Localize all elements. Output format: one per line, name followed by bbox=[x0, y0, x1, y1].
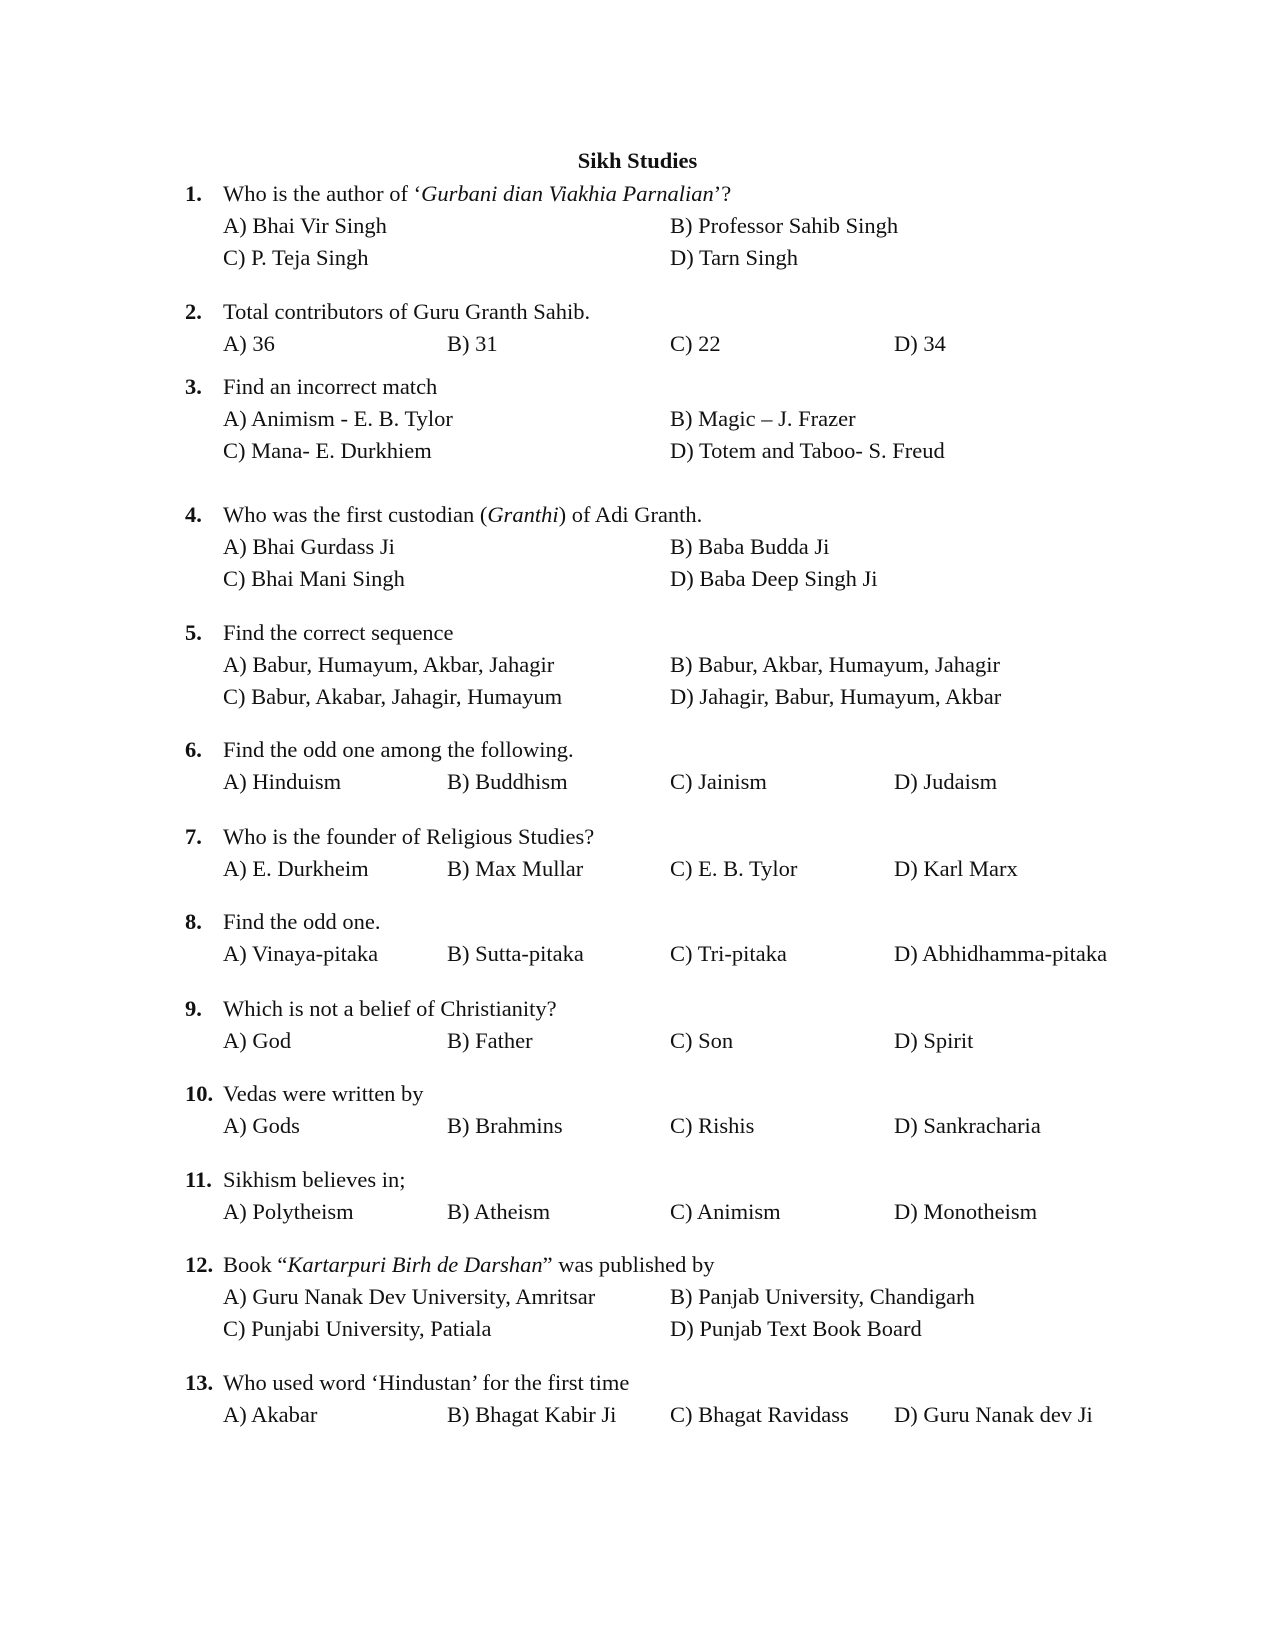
question-number: 3. bbox=[185, 374, 202, 399]
question-number: 11. bbox=[185, 1167, 212, 1192]
answer-option: A) Animism - E. B. Tylor bbox=[223, 406, 453, 431]
question-text-segment: Which is not a belief of Christianity? bbox=[223, 996, 557, 1021]
question-line bbox=[185, 1078, 1185, 1110]
answer-option: B) Buddhism bbox=[447, 769, 568, 794]
answer-option: B) Professor Sahib Singh bbox=[670, 213, 899, 238]
answer-option: D) 34 bbox=[894, 331, 946, 356]
answer-option: B) Max Mullar bbox=[447, 856, 584, 881]
question-number: 10. bbox=[185, 1081, 214, 1106]
answer-option: A) 36 bbox=[223, 331, 275, 356]
answer-option: B) 31 bbox=[447, 331, 498, 356]
answer-option: B) Magic – J. Frazer bbox=[670, 406, 856, 431]
question-text bbox=[223, 296, 590, 328]
answer-option: B) Baba Budda Ji bbox=[670, 534, 830, 559]
question-line bbox=[185, 296, 1185, 328]
answer-option: D) Jahagir, Babur, Humayum, Akbar bbox=[670, 684, 1002, 709]
answer-option: D) Monotheism bbox=[894, 1199, 1038, 1224]
options-row bbox=[185, 938, 1185, 970]
options-row bbox=[185, 210, 1185, 242]
answer-option: D) Totem and Taboo- S. Freud bbox=[670, 438, 945, 463]
options-row bbox=[185, 766, 1185, 798]
options-row bbox=[185, 1281, 1185, 1313]
question-number: 9. bbox=[185, 996, 202, 1021]
question-number: 4. bbox=[185, 502, 202, 527]
question-number: 6. bbox=[185, 737, 202, 762]
question-item bbox=[185, 821, 1185, 885]
question-text-segment: Who was the first custodian ( bbox=[223, 502, 488, 527]
answer-option: A) Vinaya-pitaka bbox=[223, 941, 379, 966]
answer-option: D) Spirit bbox=[894, 1028, 974, 1053]
question-text-segment: ’? bbox=[713, 181, 732, 206]
answer-option: D) Guru Nanak dev Ji bbox=[894, 1402, 1093, 1427]
question-text-segment: Find the correct sequence bbox=[223, 620, 454, 645]
question-item bbox=[185, 178, 1185, 274]
answer-option: C) Bhai Mani Singh bbox=[223, 566, 405, 591]
answer-option: C) Punjabi University, Patiala bbox=[223, 1316, 492, 1341]
question-text-segment: Who is the author of ‘ bbox=[223, 181, 422, 206]
page-title: Sikh Studies bbox=[577, 148, 698, 173]
answer-option: C) Mana- E. Durkhiem bbox=[223, 438, 432, 463]
answer-option: B) Sutta-pitaka bbox=[447, 941, 584, 966]
answer-option: A) E. Durkheim bbox=[223, 856, 369, 881]
question-number: 12. bbox=[185, 1252, 214, 1277]
question-text-segment: Book “ bbox=[223, 1252, 288, 1277]
answer-option: D) Sankracharia bbox=[894, 1113, 1041, 1138]
question-text bbox=[223, 371, 437, 403]
answer-option: C) Animism bbox=[670, 1199, 781, 1224]
question-text-segment: Total contributors of Guru Granth Sahib. bbox=[223, 299, 591, 324]
question-text bbox=[223, 821, 594, 853]
question-text-italic: Granthi bbox=[487, 502, 559, 527]
question-line bbox=[185, 734, 1185, 766]
question-line bbox=[185, 1249, 1185, 1281]
question-text-segment: Find an incorrect match bbox=[223, 374, 438, 399]
question-line bbox=[185, 617, 1185, 649]
answer-option: C) Bhagat Ravidass bbox=[670, 1402, 849, 1427]
question-text bbox=[223, 617, 454, 649]
options-row bbox=[185, 435, 1185, 467]
question-item bbox=[185, 906, 1185, 970]
question-line bbox=[185, 821, 1185, 853]
answer-option: C) Tri-pitaka bbox=[670, 941, 787, 966]
question-number: 8. bbox=[185, 909, 202, 934]
question-text bbox=[223, 1249, 714, 1281]
question-text-segment: ” was published by bbox=[542, 1252, 715, 1277]
question-text-segment: Find the odd one among the following. bbox=[223, 737, 574, 762]
answer-option: B) Bhagat Kabir Ji bbox=[447, 1402, 617, 1427]
question-item bbox=[185, 1164, 1185, 1228]
question-text bbox=[223, 1367, 629, 1399]
question-text-segment: ) of Adi Granth. bbox=[558, 502, 703, 527]
question-text bbox=[223, 499, 702, 531]
question-item bbox=[185, 617, 1185, 713]
answer-option: A) Bhai Gurdass Ji bbox=[223, 534, 395, 559]
answer-option: D) Judaism bbox=[894, 769, 998, 794]
question-item bbox=[185, 296, 1185, 360]
question-text-italic: Gurbani dian Viakhia Parnalian bbox=[421, 181, 714, 206]
question-line bbox=[185, 906, 1185, 938]
answer-option: A) Babur, Humayum, Akbar, Jahagir bbox=[223, 652, 555, 677]
answer-option: A) God bbox=[223, 1028, 292, 1053]
question-line bbox=[185, 178, 1185, 210]
answer-option: D) Karl Marx bbox=[894, 856, 1018, 881]
options-row bbox=[185, 1110, 1185, 1142]
answer-option: A) Gods bbox=[223, 1113, 300, 1138]
question-text-segment: Who used word ‘Hindustan’ for the first time bbox=[223, 1370, 630, 1395]
options-row bbox=[185, 403, 1185, 435]
answer-option: C) 22 bbox=[670, 331, 721, 356]
question-number: 13. bbox=[185, 1370, 214, 1395]
answer-option: C) Babur, Akabar, Jahagir, Humayum bbox=[223, 684, 563, 709]
question-line bbox=[185, 371, 1185, 403]
answer-option: C) Son bbox=[670, 1028, 734, 1053]
question-text bbox=[223, 734, 574, 766]
question-text bbox=[223, 1078, 424, 1110]
answer-option: D) Tarn Singh bbox=[670, 245, 799, 270]
options-row bbox=[185, 563, 1185, 595]
options-row bbox=[185, 328, 1185, 360]
answer-option: D) Baba Deep Singh Ji bbox=[670, 566, 878, 591]
answer-option: C) E. B. Tylor bbox=[670, 856, 798, 881]
question-text bbox=[223, 178, 731, 210]
answer-option: A) Polytheism bbox=[223, 1199, 354, 1224]
answer-option: A) Bhai Vir Singh bbox=[223, 213, 387, 238]
question-text bbox=[223, 906, 381, 938]
question-text bbox=[223, 1164, 406, 1196]
options-row bbox=[185, 242, 1185, 274]
options-row bbox=[185, 649, 1185, 681]
options-row bbox=[185, 681, 1185, 713]
question-item bbox=[185, 1367, 1185, 1431]
question-item bbox=[185, 371, 1185, 467]
question-text-segment: Vedas were written by bbox=[223, 1081, 424, 1106]
options-row bbox=[185, 1313, 1185, 1345]
answer-option: D) Abhidhamma-pitaka bbox=[894, 941, 1108, 966]
question-number: 5. bbox=[185, 620, 202, 645]
answer-option: A) Hinduism bbox=[223, 769, 342, 794]
question-item bbox=[185, 1249, 1185, 1345]
answer-option: B) Brahmins bbox=[447, 1113, 563, 1138]
question-number: 7. bbox=[185, 824, 202, 849]
answer-option: D) Punjab Text Book Board bbox=[670, 1316, 922, 1341]
question-number: 2. bbox=[185, 299, 202, 324]
question-text bbox=[223, 993, 557, 1025]
options-row bbox=[185, 853, 1185, 885]
question-item bbox=[185, 499, 1185, 595]
question-text-segment: Sikhism believes in; bbox=[223, 1167, 406, 1192]
question-item bbox=[185, 993, 1185, 1057]
question-number: 1. bbox=[185, 181, 202, 206]
question-text-italic: Kartarpuri Birh de Darshan bbox=[287, 1252, 543, 1277]
question-line bbox=[185, 1164, 1185, 1196]
answer-option: B) Father bbox=[447, 1028, 533, 1053]
question-item bbox=[185, 734, 1185, 798]
question-line bbox=[185, 499, 1185, 531]
options-row bbox=[185, 1025, 1185, 1057]
answer-option: C) P. Teja Singh bbox=[223, 245, 369, 270]
answer-option: C) Rishis bbox=[670, 1113, 755, 1138]
options-row bbox=[185, 1399, 1185, 1431]
answer-option: B) Panjab University, Chandigarh bbox=[670, 1284, 975, 1309]
answer-option: B) Babur, Akbar, Humayum, Jahagir bbox=[670, 652, 1001, 677]
answer-option: A) Akabar bbox=[223, 1402, 318, 1427]
question-line bbox=[185, 993, 1185, 1025]
options-row bbox=[185, 531, 1185, 563]
question-line bbox=[185, 1367, 1185, 1399]
answer-option: B) Atheism bbox=[447, 1199, 551, 1224]
question-text-segment: Find the odd one. bbox=[223, 909, 381, 934]
answer-option: A) Guru Nanak Dev University, Amritsar bbox=[223, 1284, 596, 1309]
question-item bbox=[185, 1078, 1185, 1142]
question-text-segment: Who is the founder of Religious Studies? bbox=[223, 824, 595, 849]
options-row bbox=[185, 1196, 1185, 1228]
answer-option: C) Jainism bbox=[670, 769, 767, 794]
